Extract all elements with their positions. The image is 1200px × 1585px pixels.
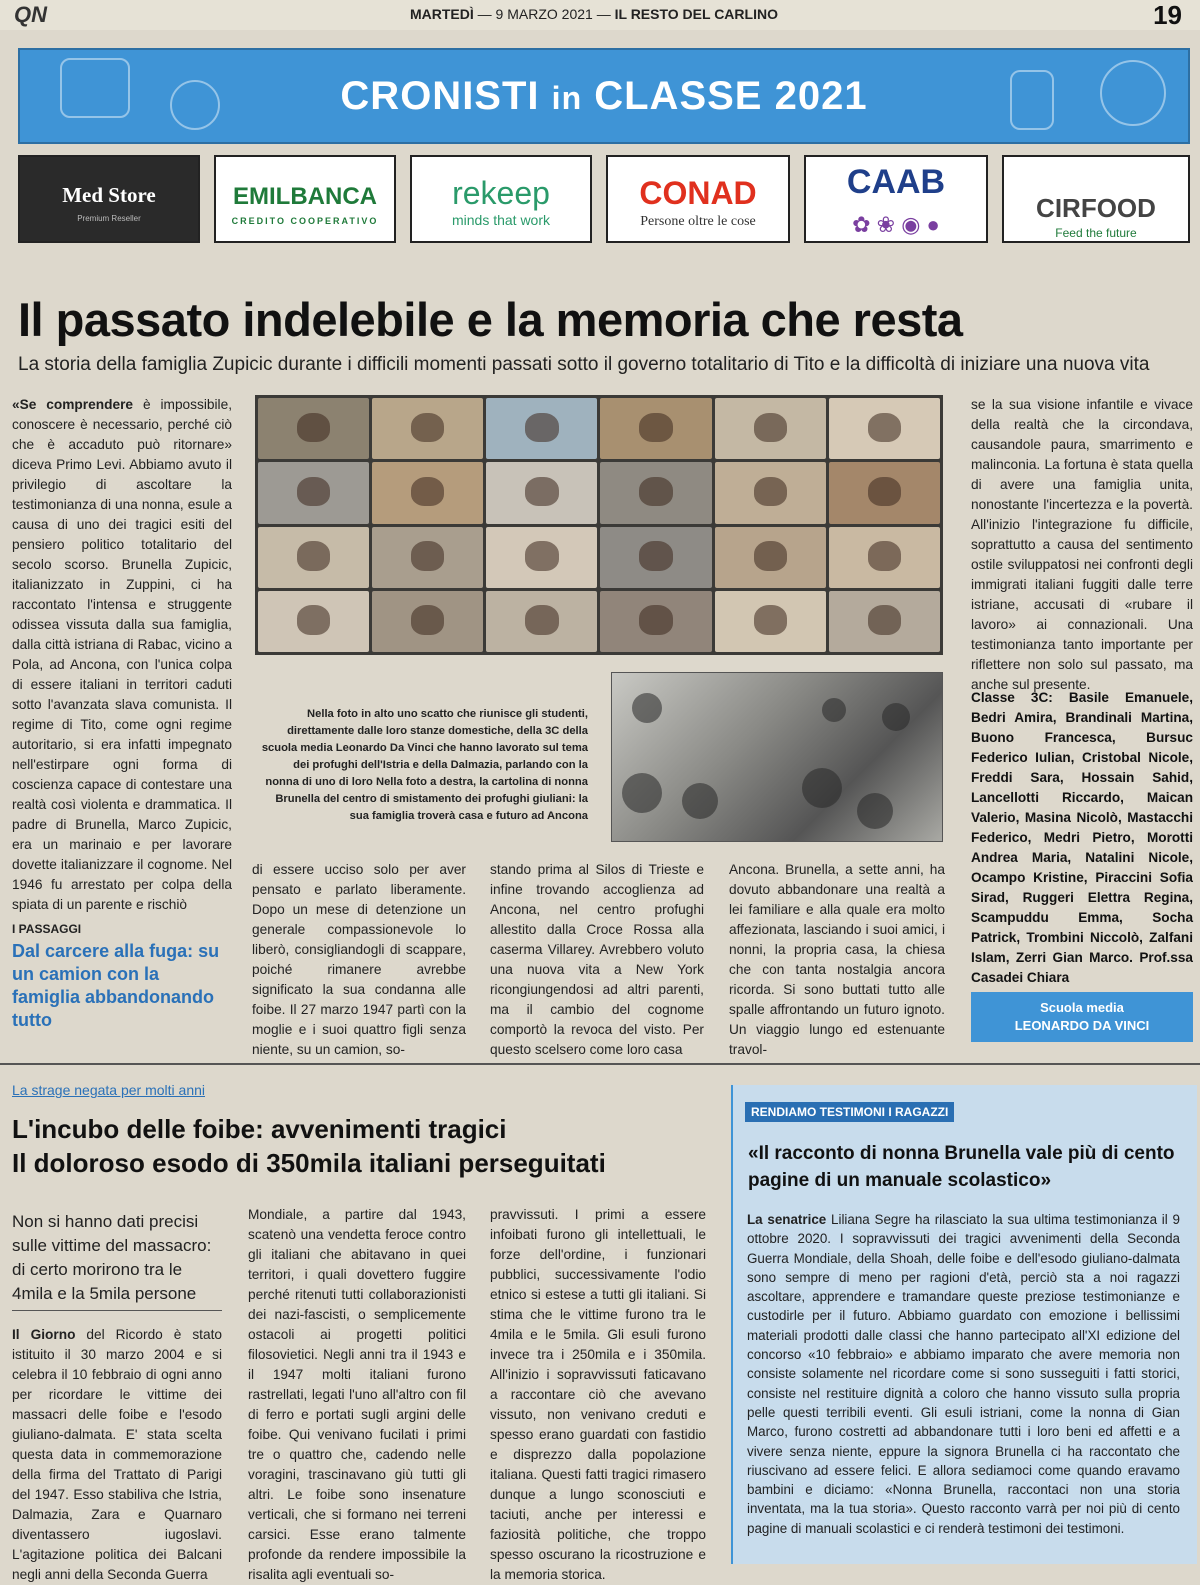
student-tile — [715, 591, 826, 652]
photo-figure — [632, 693, 662, 723]
sponsor-name: Med Store — [62, 183, 156, 207]
article2-column-1-text: del Ricordo è stato istituito il 30 marzo 2004 e si celebra il 10 febbraio di ogni anno per ricordare le vittime dei massacri delle foibe e l'esodo giuliano-dalmata. E' stata scelta questa data in commemorazione della firma del Trattato di Parigi del 1947. Esso stabiliva che Istria, Dalmazia, Zara e Quarnaro diventassero iugoslavi. L'agitazione politica dei Balcani negli anni della Seconda Guerra — [12, 1327, 222, 1582]
student-tile — [486, 398, 597, 459]
article2-lead: Il Giorno — [12, 1327, 76, 1342]
sponsor-sub: Premium Reseller — [77, 214, 141, 223]
article2-kicker: La strage negata per molti anni — [12, 1082, 206, 1098]
student-tile — [258, 462, 369, 523]
student-tile — [258, 591, 369, 652]
article2-column-3: pravvissuti. I primi a essere infoibati furono gli intellettuali, le forze dell'ordine, i funzionari pubblici, successivamente l'odio etnico si estese a tutti gli italiani. Si stima che le vittime furono tra le 4mila e le 5mila. Gli esuli furono invece tra i 250mila e i 350mila. All'inizio i sopravvissuti faticavano a raccontare ciò che avevano vissuto, non venivano creduti e spesso erano guardati con fastidio e disprezzo dalla popolazione italiana. Questi fatti tragici rimasero dunque a lungo sconosciuti e taciuti, anche per interessi e faziosità politiche, che troppo spesso oscurano la ricostruzione e la memoria storica. — [490, 1207, 706, 1582]
photo-figure — [802, 768, 842, 808]
dateline-day: MARTEDÌ — [410, 6, 474, 22]
sponsor-name: EMILBANCA — [233, 183, 377, 210]
boxed-label: RENDIAMO TESTIMONI I RAGAZZI — [745, 1102, 954, 1122]
article2-column-2: Mondiale, a partire dal 1943, scatenò una vendetta feroce contro gli italiani che abitavano in quei territori, i quali dovettero fuggire perché ritenuti tutti collaborazionisti dei nazi-fascisti, o semplicemente ostacoli ai progetti politici filosovietici. Negli anni tra il 1943 e il 1947 molti italiani furono rastrellati, legati l'uno all'altro con fil di ferro e portati sugli argini delle foibe. Qui venivano fucilati i primi tre o quattro che, cadendo nelle voragini, trascinavano giù tutti gli altri. Le foibe sono insenature verticali, che si formano nei terreni carsici. Esse erano talmente profonde da rendere impossibile la risalita agli eventuali so- — [248, 1207, 466, 1582]
photo-figure — [857, 793, 893, 829]
section-divider — [0, 1063, 1200, 1065]
video-call-photo — [255, 395, 943, 655]
student-tile — [258, 527, 369, 588]
student-tile — [372, 527, 483, 588]
school-badge-line1: Scuola media — [1040, 1000, 1124, 1015]
student-tile — [600, 462, 711, 523]
article-column-4: Ancona. Brunella, a sette anni, ha dovuto abbandonare una realtà a lei familiare e alla quale era molto affezionata, lasciando i suoi amici, i nonni, la propria casa, la chiesa che con tanta nostalgia ancora ricorda. Si sono buttati tutto alle spalle affrontando un futuro ignoto. Un viaggio lungo ed estenuante travol- — [729, 862, 945, 1057]
student-tile — [486, 462, 597, 523]
banner-title-part2: in — [551, 80, 583, 116]
dateline-paper: IL RESTO DEL CARLINO — [614, 6, 778, 22]
student-tile — [372, 462, 483, 523]
student-tile — [715, 462, 826, 523]
dateline — [410, 6, 778, 22]
article-column-1-text: è impossibile, conoscere è necessario, perché ciò che è accaduto può ritornare» diceva Primo Levi. Abbiamo avuto il privilegio di ascoltare la testimonianza di una nonna, esule a causa di uno dei tragici esiti del pensiero politico totalitario del secolo scorso. Brunella Zupicic, italianizzato in Zuppini, ci ha raccontato l'intensa e struggente odissea vissuta dalla sua famiglia, dalla città istriana di Rabac, vicino a Pola, ad Ancona, con l'unica colpa di essere italiani in territori caduti sotto l'avanzata slava comunista. Il regime di Tito, come ogni regime autoritario, si era infatti impegnato nell'estirpare ogni forma di coscienza capace di contestare una realtà così violenta e drammatica. Il padre di Brunella, Marco Zupicic, era un marinaio e per lavorare dovette italianizzare il cognome. Nel 1946 fu arrestato per colpa della spiata di un parente e rischiò — [12, 397, 233, 912]
sidebar-label: I PASSAGGI — [12, 922, 82, 936]
deck-rule — [12, 1310, 222, 1311]
sponsor-name: CONAD — [639, 175, 757, 211]
sponsor-row — [18, 155, 1190, 245]
student-tile — [715, 398, 826, 459]
photo-figure — [682, 783, 718, 819]
page-number: 19 — [1153, 0, 1182, 30]
sponsor-name: CAAB — [846, 163, 946, 201]
article-column-1 — [12, 395, 233, 912]
boxed-lead: La senatrice — [747, 1212, 827, 1227]
article2-headline-line1: L'incubo delle foibe: avvenimenti tragici — [12, 1114, 507, 1144]
sponsor-name: rekeep — [452, 175, 550, 211]
article2-deck: Non si hanno dati precisi sulle vittime del massacro: di certo morirono tra le 4mila e la 5mila persone — [12, 1212, 212, 1303]
boxed-body-text: Liliana Segre ha rilasciato la sua ultima testimonianza il 9 ottobre 2020. I sopravvissuti dei tragici avvenimenti della Seconda Guerra Mondiale, della Shoah, delle foibe e dell'esodo giuliano-dalmata sono sempre di meno per ragioni d'età, perciò sta a noi ragazzi ascoltare, apprendere e tramandare queste preziose testimonianze e custodirle per il futuro. Abbiamo guardato con emozione i bellissimi materiali prodotti dalle classi che hanno partecipato all'XI edizione del concorso «10 febbraio» e abbiamo imparato che avere memoria non consiste solamente nel ricordare come si sono susseguiti i fatti storici, consiste nel restituire dignità a coloro che hanno vissuto sulla propria pelle questi terribili eventi. Gli esuli istriani, come la nonna di Gian Marco, furono costretti ad abbandonare tutti i loro beni ed affetti e a vivere senza niente, eppure la signora Brunella ci ha raccontato che riuscivano ad essere felici. E allora sediamoci come quando eravamo bambini e diciamo: «Nonna Brunella, raccontaci non una storia inventata, ma la tua storia». Questo racconto varrà per noi più di cento pagine di manuali scolastici e ci renderà testimoni dei testimoni. — [747, 1212, 1180, 1536]
student-tile — [600, 591, 711, 652]
article-column-2: di essere ucciso solo per aver pensato e parlato liberamente. Dopo un mese di detenzione un generale compassionevole lo liberò, consigliandogli di scappare, poiché rimanere avrebbe significato la sua condanna alle foibe. Il 27 marzo 1947 partì con la moglie e i suoi quattro figli senza niente, su un camion, so- — [252, 862, 466, 1057]
student-tile — [715, 527, 826, 588]
sponsor-sub: Feed the future — [1055, 226, 1137, 240]
photo-caption: Nella foto in alto uno scatto che riunisce gli studenti, direttamente dalle loro stanze domestiche, della 3C della scuola media Leonardo Da Vinci che hanno lavorato sul tema dei profughi dell'Istria e della Dalmazia, parlando con la nonna di uno di loro Nella foto a destra, la cartolina di nonna Brunella del centro di smistamento dei profughi giuliani: la sua famiglia troverà casa e futuro ad Ancona — [261, 708, 588, 822]
student-tile — [829, 462, 940, 523]
photo-figure — [622, 773, 662, 813]
main-headline: Il passato indelebile e la memoria che resta — [18, 293, 963, 346]
school-badge-line2: LEONARDO DA VINCI — [1014, 1018, 1150, 1033]
student-tile — [829, 527, 940, 588]
sponsor-rekeep — [410, 155, 592, 243]
student-tile — [829, 398, 940, 459]
article-lead: «Se comprendere — [12, 397, 134, 412]
class-roster: Classe 3C: Basile Emanuele, Bedri Amira, Brandinali Martina, Buono Francesca, Bursuc Federico Iulian, Cristobal Nicole, Freddi Sara, Hossain Sahid, Lancellotti Riccardo, Maican Valerio, Masina Nicolò, Mastacchi Federico, Medri Pietro, Morotti Andrea Maria, Natalini Nicole, Ocampo Kristine, Piraccini Sofia Sirad, Ruggeri Elettra Regina, Scampuddu Emma, Socha Patrick, Trombini Niccolò, Zalfani Islam, Zerri Gian Marco. Prof.ssa Casadei Chiara — [971, 690, 1193, 985]
sponsor-cirfood — [1002, 155, 1190, 243]
student-tile — [829, 591, 940, 652]
student-tile — [486, 591, 597, 652]
boxed-headline: «Il racconto di nonna Brunella vale più di cento pagine di un manuale scolastico» — [748, 1143, 1175, 1191]
student-tile — [372, 398, 483, 459]
student-tile — [372, 591, 483, 652]
article-column-5: se la sua visione infantile e vivace della realtà che la circondava, causandole paura, smarrimento e malinconia. La fortuna è stata quella di avere una famiglia unita, nonostante l'incertezza e la povertà. All'inizio l'integrazione fu difficile, soprattutto a causa del sentimento ostile sviluppatosi nei confronti degli immigrati italiani fuggiti dalle terre istriane, accusati di «rubare il lavoro» ai connazionali. Una testimonianza tanto importante per riflettere non solo sul passato, ma anche sul presente. — [971, 397, 1193, 692]
boxed-body — [747, 1210, 1180, 1538]
student-tile — [486, 527, 597, 588]
student-tile — [600, 527, 711, 588]
photo-figure — [882, 703, 910, 731]
historic-photo — [611, 672, 943, 842]
sponsor-name: CIRFOOD — [1036, 193, 1156, 223]
sponsor-medstore — [18, 155, 200, 243]
sponsor-caab — [804, 155, 988, 243]
banner-title-part1: CRONISTI — [340, 74, 540, 118]
sponsor-sub: Persone oltre le cose — [640, 214, 756, 229]
sponsor-conad — [606, 155, 790, 243]
section-banner — [18, 48, 1190, 144]
photo-figure — [822, 698, 846, 722]
sponsor-sub: minds that work — [451, 212, 551, 228]
sponsor-sub: CREDITO COOPERATIVO — [231, 216, 379, 226]
qn-logo: QN — [14, 2, 47, 27]
banner-title — [20, 74, 1188, 119]
article2-headline — [12, 1112, 712, 1180]
student-tile — [258, 398, 369, 459]
dateline-date: — 9 MARZO 2021 — — [477, 6, 611, 22]
main-subheadline: La storia della famiglia Zupicic durante i difficili momenti passati sotto il governo totalitario di Tito e la difficoltà di iniziare una nuova vita — [18, 354, 1150, 375]
banner-title-part3: CLASSE 2021 — [594, 74, 868, 118]
caab-icons: ✿ ❀ ◉ ● — [852, 212, 940, 237]
article-column-3: stando prima al Silos di Trieste e infine trovando accoglienza ad Ancona, nel centro profughi allestito dalla Croce Rossa alla caserma Villarey. Avrebbero voluto una nuova vita a New York ricongiungendosi ad altri parenti, ma il cambio del cognome comportò la revoca del visto. Per questo scelsero come loro casa — [490, 862, 704, 1057]
sidebar-heading: Dal carcere alla fuga: su un camion con la famiglia abbandonando tutto — [12, 941, 220, 1030]
article2-column-1 — [12, 1325, 222, 1582]
sponsor-emilbanca — [214, 155, 396, 243]
school-badge — [971, 992, 1193, 1042]
article2-headline-line2: Il doloroso esodo di 350mila italiani perseguitati — [12, 1148, 606, 1178]
student-tile — [600, 398, 711, 459]
